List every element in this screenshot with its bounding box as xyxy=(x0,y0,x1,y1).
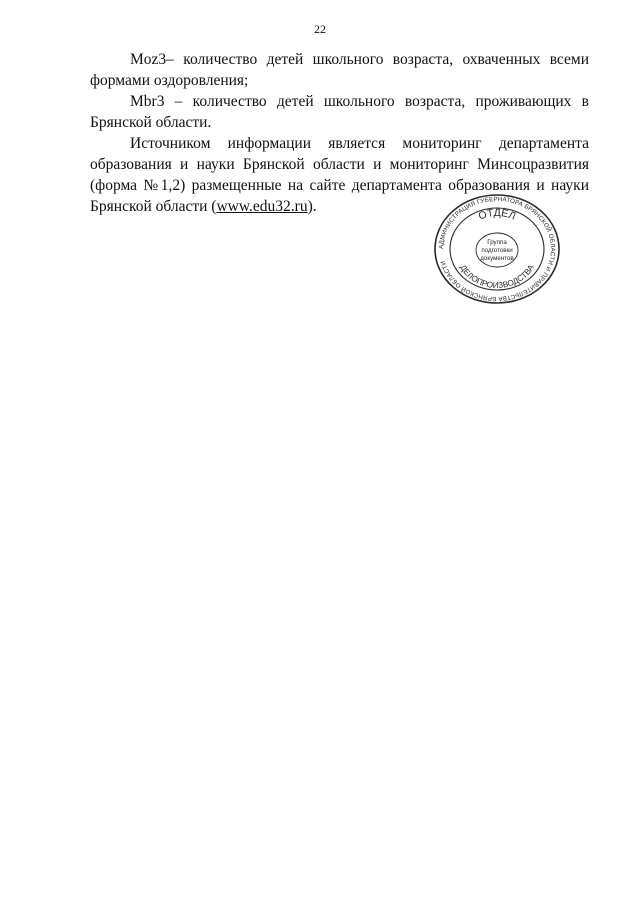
stamp-top-word: ОТДЕЛ xyxy=(476,206,518,223)
stamp-bottom-word: ДЕЛОПРОИЗВОДСТВА xyxy=(458,263,536,291)
stamp-center-line-2: подготовки xyxy=(481,247,513,254)
edu32-link[interactable]: www.edu32.ru xyxy=(216,198,308,215)
document-body xyxy=(90,49,589,217)
source-text: Источником информации является мониторинг департамента образования и науки Брянской области и мониторинг Минсоцразвития (форма №1,2) размещенные на сайте департамента образования и науки Брянской области ( xyxy=(90,135,589,215)
stamp-ring-text: АДМИНИСТРАЦИЯ ГУБЕРНАТОРА БРЯНСКОЙ ОБЛАСТИ И ПРАВИТЕЛЬСТВА БРЯНСКОЙ ОБЛАСТИ xyxy=(437,195,557,303)
paragraph-mbr3: Mbr3 – количество детей школьного возраста, проживающих в Брянской области. xyxy=(90,93,589,131)
office-stamp xyxy=(432,193,562,305)
stamp-center-line-1: Группа xyxy=(487,239,507,246)
svg-text:ОТДЕЛ xyxy=(477,207,518,223)
paragraph-moz3: Moz3– количество детей школьного возраста, охваченных всеми формами оздоровления; xyxy=(90,51,589,89)
stamp-center-line-3: документов xyxy=(480,255,514,262)
page-number: 22 xyxy=(314,22,326,36)
source-text-end: ). xyxy=(307,198,317,215)
